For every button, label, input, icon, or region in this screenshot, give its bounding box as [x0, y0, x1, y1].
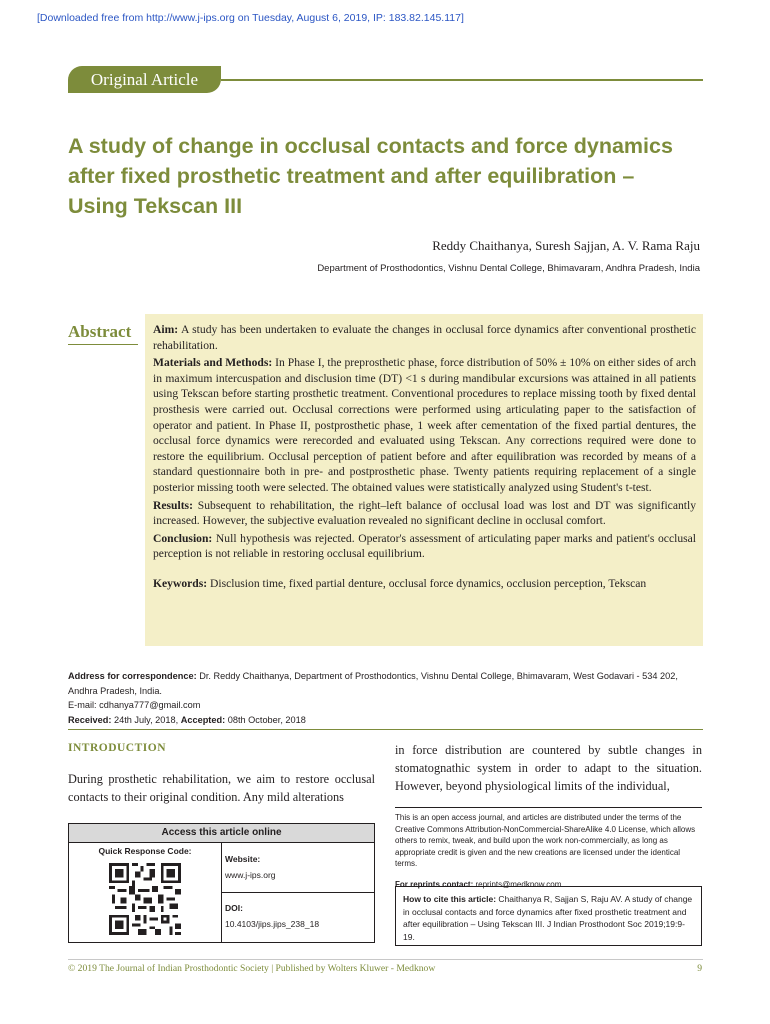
results-text: Subsequent to rehabilitation, the right–left balance of occlusal load was lost and DT was significantly increased. However, the subjective evaluation revealed no significant decline in occlusal comfort. — [153, 498, 696, 528]
correspondence-text: Dr. Reddy Chaithanya, Department of Prosthodontics, Vishnu Dental College, Bhimavaram, West Godavari - 534 202, Andhra Pradesh, India. — [68, 671, 678, 696]
introduction-heading: INTRODUCTION — [68, 742, 167, 754]
introduction-text-right: in force distribution are countered by subtle changes in stomatognathic system in order to adapt to the situation. However, beyond physiological limits of the individual, — [395, 743, 702, 793]
website-label: Website: — [225, 854, 261, 864]
abstract-box — [145, 314, 703, 646]
access-article-box — [68, 823, 375, 943]
conclusion-text: Null hypothesis was rejected. Operator's assessment of articulating paper marks and patient's occlusal perception is not reliable in restoring occlusal equilibrium. — [153, 531, 696, 561]
abstract-results — [153, 498, 696, 529]
page-number: 9 — [697, 963, 702, 974]
abstract-label-rule — [68, 344, 138, 345]
doi-label: DOI: — [225, 903, 243, 913]
doi-link[interactable]: 10.4103/jips.jips_238_18 — [225, 919, 320, 929]
website-link[interactable]: www.j-ips.org — [225, 870, 276, 880]
received-date: 24th July, 2018, — [113, 714, 179, 725]
abstract-aim — [153, 322, 696, 353]
authors: Reddy Chaithanya, Suresh Sajjan, A. V. Rama Raju — [432, 238, 700, 253]
article-type-badge: Original Article — [68, 66, 221, 93]
introduction-text-left: During prosthetic rehabilitation, we aim to restore occlusal contacts to their original condition. Any mild alterations — [68, 772, 375, 804]
open-access-text: This is an open access journal, and articles are distributed under the terms of the Creative Commons Attribution-NonCommercial-ShareAlike 4.0 License, which allows others to remix, tweak, and build upon the work non-commercially, as long as appropriate credit is given and the new creations are licensed under the identical terms. — [395, 813, 696, 868]
methods-label: Materials and Methods: — [153, 356, 273, 370]
abstract-keywords — [153, 576, 696, 592]
correspondence — [68, 669, 708, 727]
qr-label: Quick Response Code: — [98, 846, 192, 856]
correspondence-email: E-mail: cdhanya777@gmail.com — [68, 700, 201, 710]
qr-cell — [69, 843, 222, 942]
reprints-email: reprints@medknow.com — [475, 879, 562, 889]
correspondence-address — [68, 669, 708, 698]
received-label: Received: — [68, 714, 112, 725]
conclusion-label: Conclusion: — [153, 531, 213, 545]
open-access-note — [395, 812, 702, 890]
affiliation: Department of Prosthodontics, Vishnu Dental College, Bhimavaram, Andhra Pradesh, India — [317, 263, 700, 274]
correspondence-label: Address for correspondence: — [68, 671, 197, 681]
footer-text: © 2019 The Journal of Indian Prosthodontic Society | Published by Wolters Kluwer - Medknow — [68, 963, 436, 974]
received-dates — [68, 713, 708, 728]
download-note: [Downloaded free from http://www.j-ips.org on Tuesday, August 6, 2019, IP: 183.82.145.117] — [37, 12, 464, 24]
abstract-conclusion — [153, 531, 696, 562]
methods-text: In Phase I, the preprosthetic phase, force distribution of 50% ± 10% on either sides of arch in maximum intercuspation and disclusion time (DT) <1 s during mandibular excursions was attained in all patients using Tekscan before starting prosthetic treatment. Conventional procedures to replace missing tooth by fixed dental prosthesis were carried out. Occlusal corrections were performed using articulating paper to the satisfaction of operator and patient. In Phase II, postprosthetic phase, 1 week after cementation of the fixed partial dentures, the occlusal force dynamics were rerecorded and evaluated using Tekscan. Any corrections required were done to restore the equilibrium. Occlusal perception of patient before and after equilibration was recorded by means of a standard questionnaire both in pre- and postprosthetic phase. Twenty patients requiring replacement of a single posterior missing tooth were selected. The obtained values were statistically analyzed using Student's t-test. — [153, 356, 697, 494]
section-rule — [68, 729, 703, 730]
header-rule — [221, 79, 703, 81]
aim-text: A study has been undertaken to evaluate the changes in occlusal force dynamics after conventional prosthetic rehabilitation. — [153, 323, 696, 352]
accepted-label: Accepted: — [180, 714, 226, 725]
results-label: Results: — [153, 498, 193, 512]
keywords-label: Keywords: — [153, 576, 208, 590]
qr-code-icon[interactable] — [109, 863, 181, 935]
access-heading: Access this article online — [69, 824, 374, 843]
footer-rule — [68, 959, 703, 960]
access-cell-divider — [221, 892, 374, 893]
open-access-rule — [395, 807, 702, 808]
citation-text: Chaithanya R, Sajjan S, Raju AV. A study of change in occlusal contacts and force dynamics after fixed prosthetic treatment and after equilibration – Using Tekscan III. J Indian Prosthodont Soc 2019;19:9-19. — [403, 894, 693, 942]
citation-box — [395, 886, 702, 946]
keywords-text: Disclusion time, fixed partial denture, occlusal force dynamics, occlusion perception, Tekscan — [210, 576, 647, 590]
abstract-label: Abstract — [68, 322, 132, 341]
aim-label: Aim: — [153, 323, 179, 336]
accepted-date: 08th October, 2018 — [227, 714, 306, 725]
citation-label: How to cite this article: — [403, 894, 497, 904]
abstract-methods — [153, 355, 696, 495]
access-info-cell — [221, 843, 374, 942]
article-title: A study of change in occlusal contacts and force dynamics after fixed prosthetic treatment and after equilibration – Using Tekscan III — [68, 134, 673, 218]
reprints-label: For reprints contact: — [395, 879, 474, 889]
